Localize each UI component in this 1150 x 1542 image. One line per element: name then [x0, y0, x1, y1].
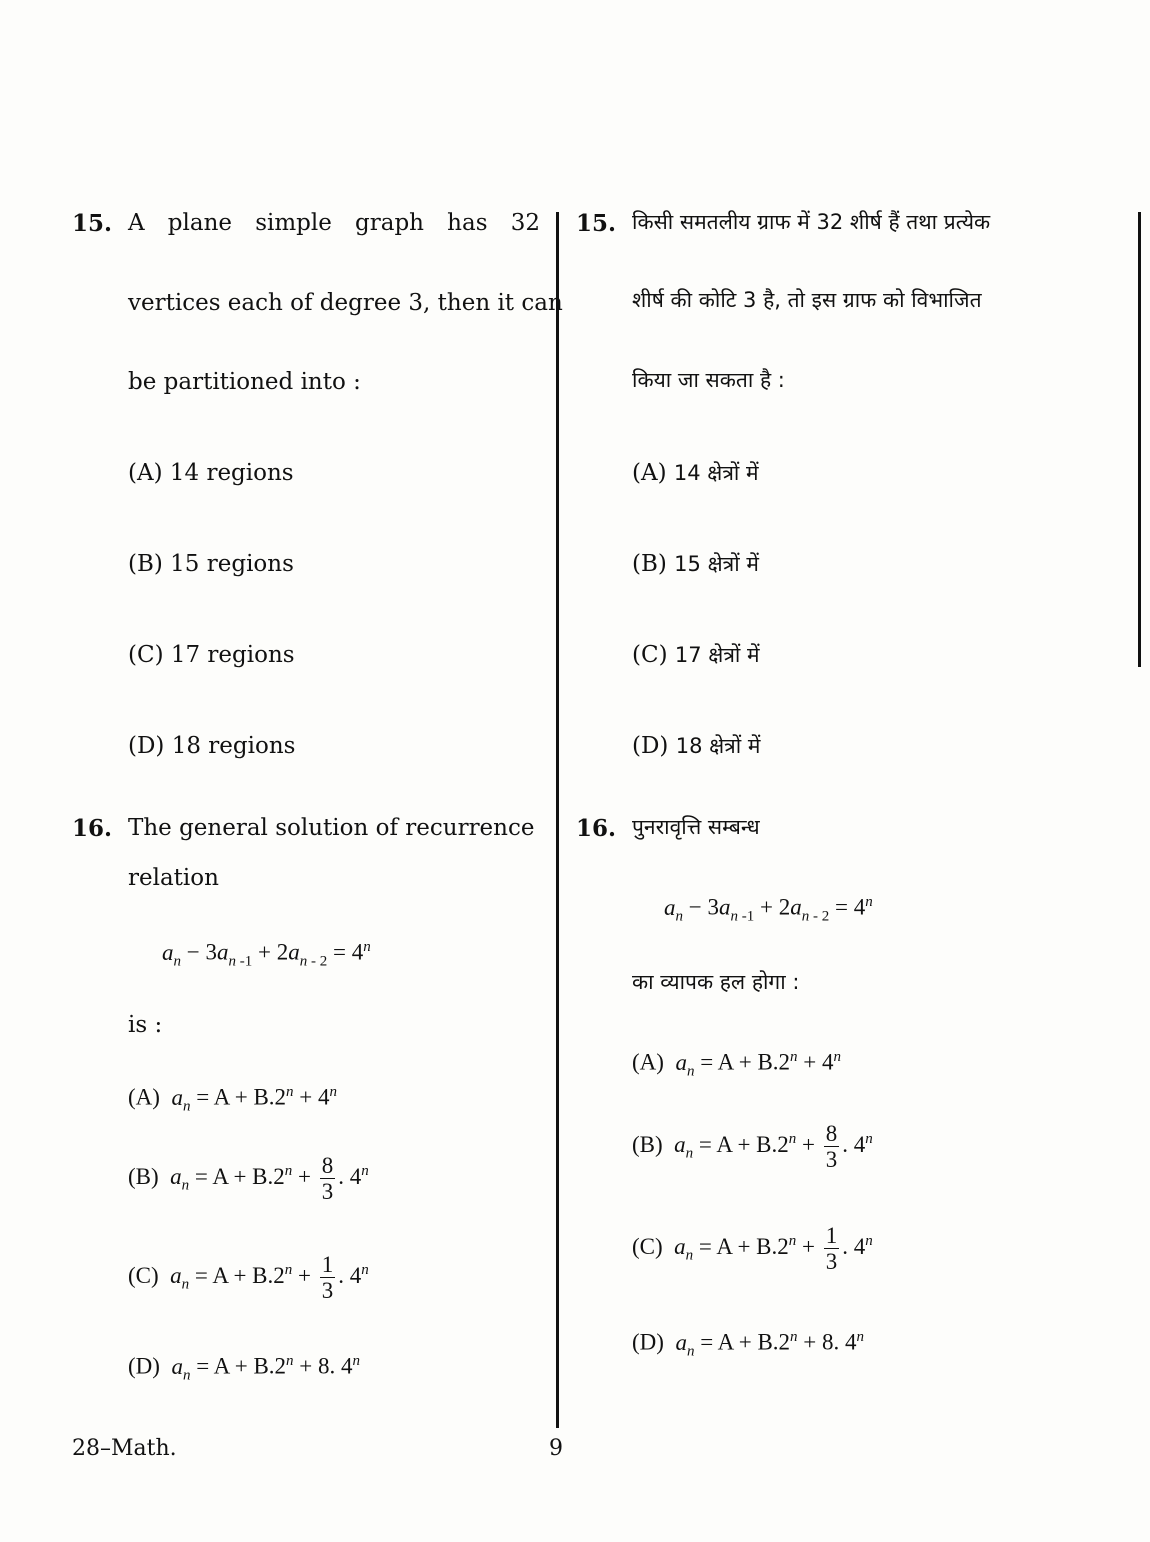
option: (D) $a_n = A + B.2^n + 8$. 4$^n$ — [128, 1353, 361, 1384]
margin-rule — [1138, 212, 1141, 667]
option: (A) $a_n = A + B.2^n + 4^n$ — [632, 1049, 842, 1080]
question-text-line: शीर्ष की कोटि 3 है, तो इस ग्राफ को विभाजित — [632, 288, 982, 312]
question-text-line: be partitioned into : — [128, 369, 361, 395]
option: (D) 18 regions — [128, 733, 296, 759]
option: (D) 18 क्षेत्रों में — [632, 733, 761, 759]
question-text-line: relation — [128, 865, 219, 891]
option: (C) 17 regions — [128, 642, 295, 668]
question-text-line: का व्यापक हल होगा : — [632, 970, 800, 994]
fraction: $\frac{8}{3}$ — [825, 1121, 838, 1172]
option: (A) 14 regions — [128, 460, 294, 486]
paper-code: 28–Math. — [72, 1436, 177, 1461]
option: (B) $a_n = A + B.2^n$ + $\frac{8}{3}$ . 4$^n$ — [128, 1153, 369, 1204]
question-number: 16. — [72, 815, 113, 842]
option: (A) 14 क्षेत्रों में — [632, 460, 759, 486]
page-number: 9 — [549, 1436, 563, 1461]
question-number: 15. — [72, 210, 113, 237]
fraction: $\frac{1}{3}$ — [825, 1223, 838, 1274]
recurrence-equation: $a_n - 3a_{n -1} + 2a_{n - 2} = 4^n$ — [162, 939, 371, 970]
option: (D) $a_n = A + B.2^n + 8$. 4$^n$ — [632, 1329, 865, 1360]
recurrence-equation: $a_n - 3a_{n -1} + 2a_{n - 2} = 4^n$ — [664, 894, 873, 925]
question-text-line: vertices each of degree 3, then it can — [128, 290, 563, 316]
option: (B) $a_n = A + B.2^n$ + $\frac{8}{3}$ . 4$^n$ — [632, 1121, 873, 1172]
option: (B) 15 क्षेत्रों में — [632, 551, 759, 577]
fraction: $\frac{8}{3}$ — [321, 1153, 334, 1204]
question-text-line: is : — [128, 1012, 163, 1038]
question-number: 15. — [576, 210, 617, 237]
option: (A) $a_n = A + B.2^n + 4^n$ — [128, 1084, 338, 1115]
column-divider — [556, 212, 559, 1428]
option: (C) $a_n = A + B.2^n$ + $\frac{1}{3}$ . 4$^n$ — [128, 1252, 369, 1303]
question-text-line: किया जा सकता है : — [632, 368, 785, 392]
question-text-line: पुनरावृत्ति सम्बन्ध — [632, 815, 760, 839]
fraction: $\frac{1}{3}$ — [321, 1252, 334, 1303]
option: (C) $a_n = A + B.2^n$ + $\frac{1}{3}$ . 4$^n$ — [632, 1223, 873, 1274]
option: (B) 15 regions — [128, 551, 294, 577]
question-number: 16. — [576, 815, 617, 842]
option: (C) 17 क्षेत्रों में — [632, 642, 760, 668]
question-text-line: किसी समतलीय ग्राफ में 32 शीर्ष हैं तथा प्रत्येक — [632, 210, 991, 234]
question-text-line: A plane simple graph has 32 — [128, 210, 540, 236]
question-text-line: The general solution of recurrence — [128, 815, 535, 841]
